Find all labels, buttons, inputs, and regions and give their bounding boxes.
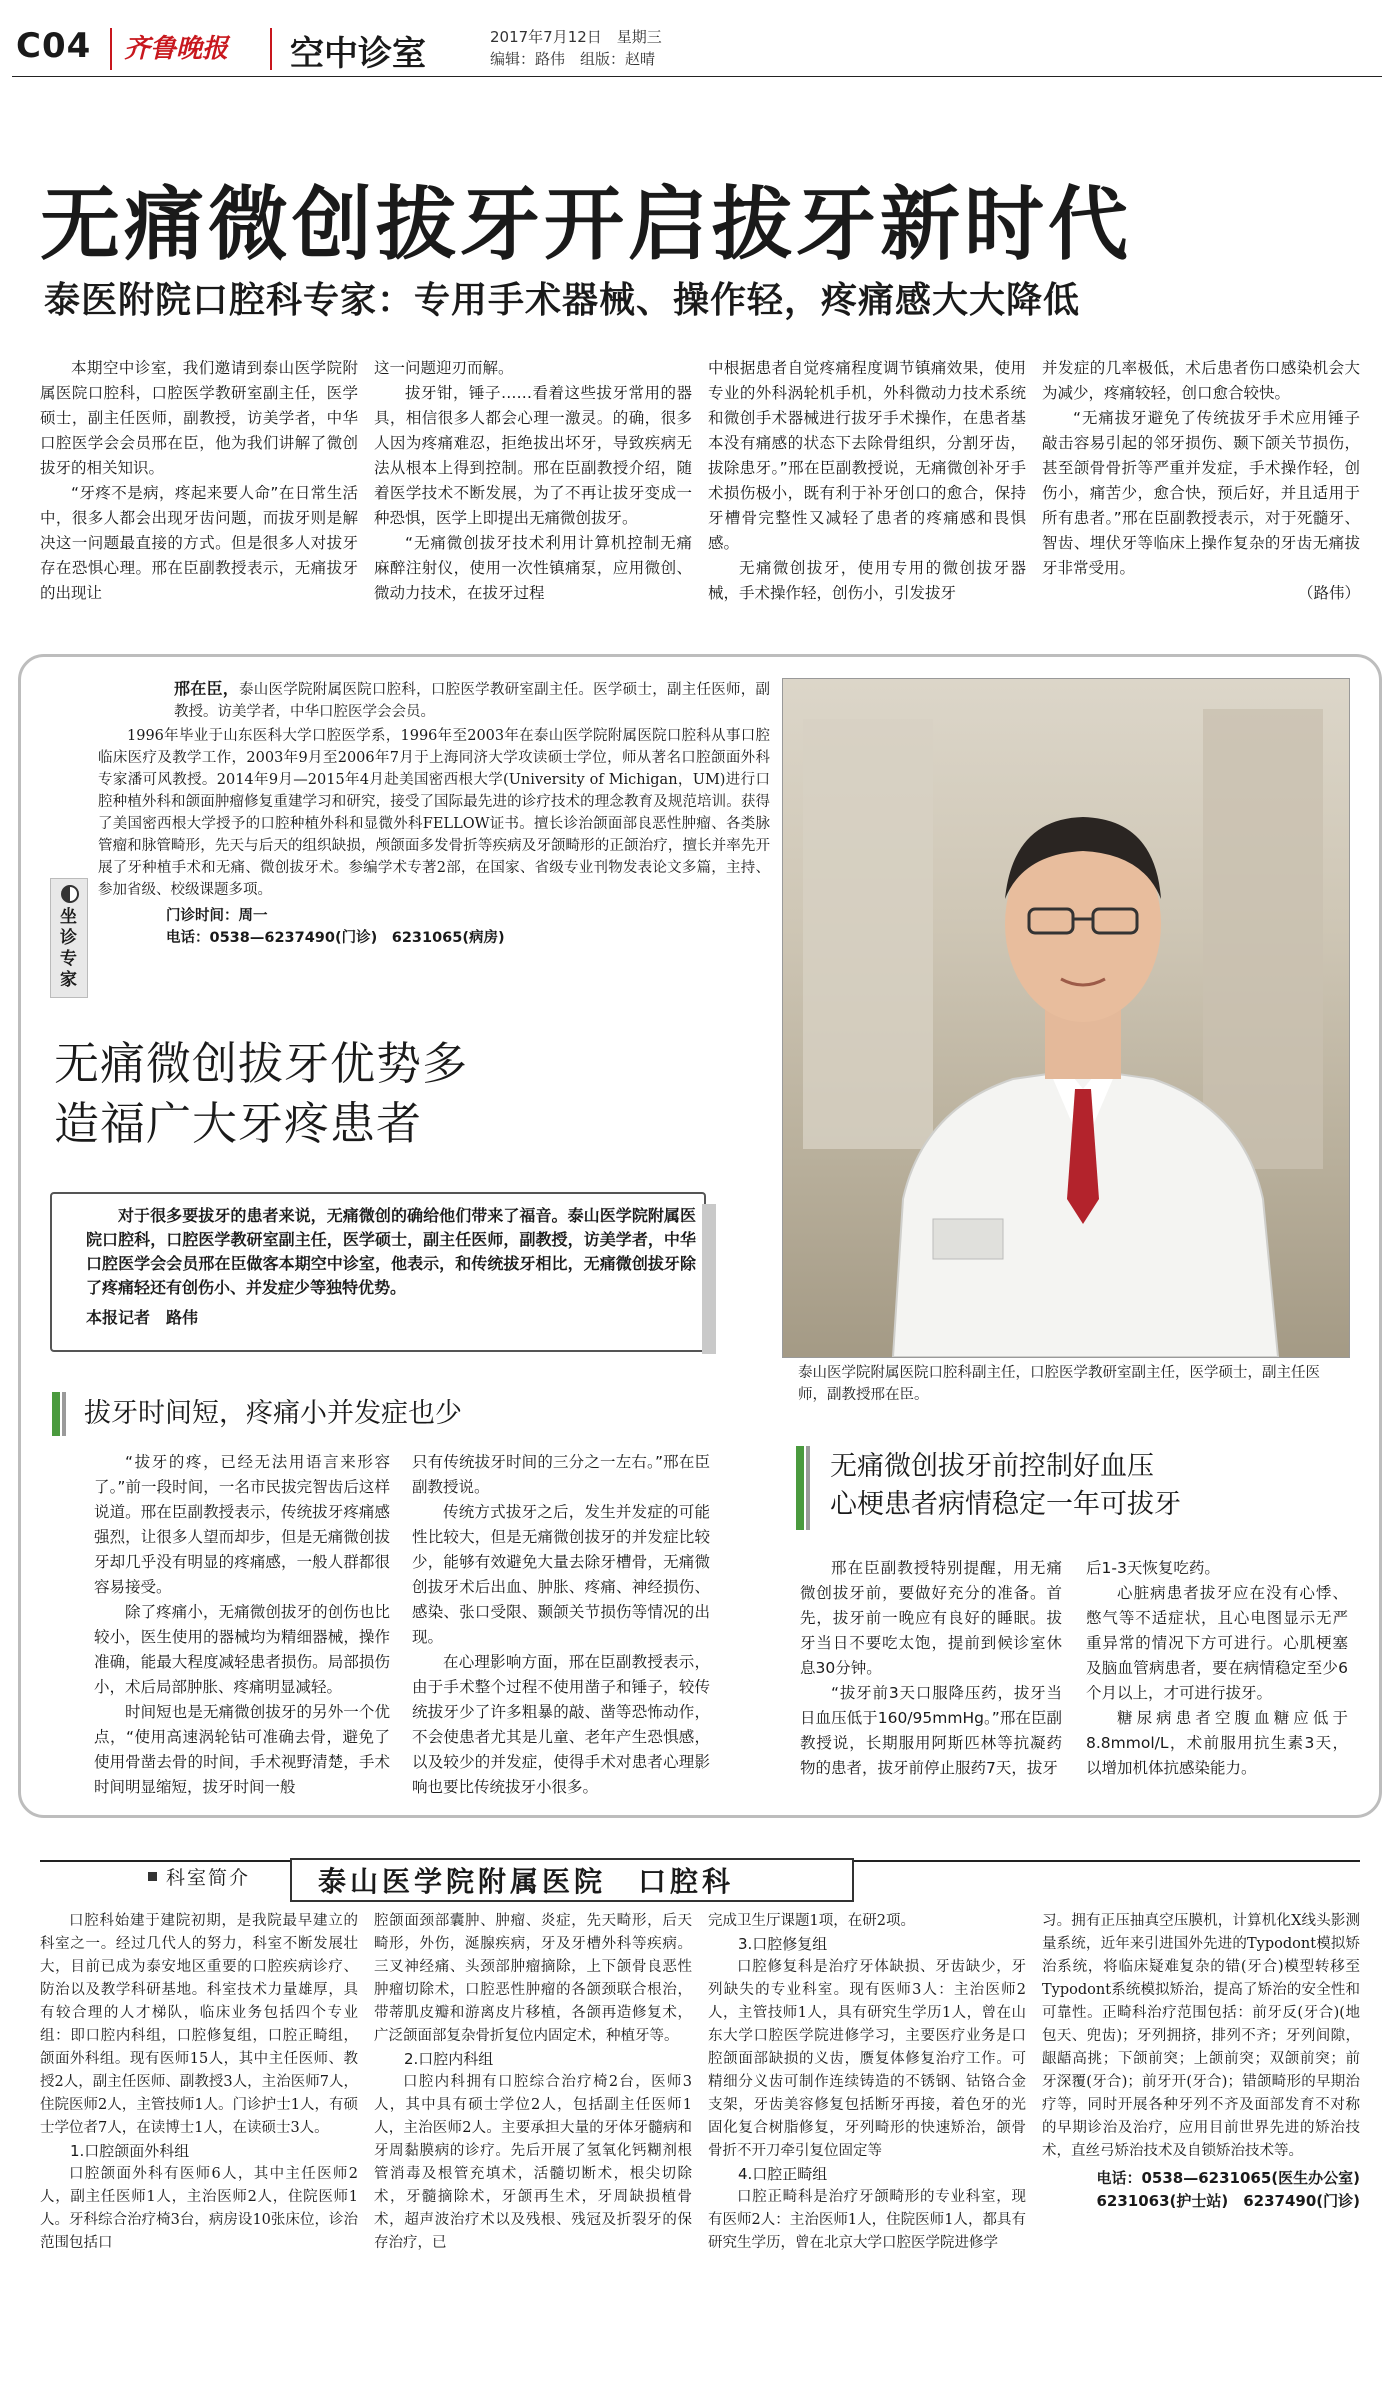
dept-paragraph: 口腔颌面外科有医师6人，其中主任医师2人，副主任医师1人，主治医师2人，住院医师1人。牙科综合治疗椅3台，病房设10张床位，诊治范围包括口 — [40, 2166, 358, 2251]
intro-column-2 — [374, 356, 692, 606]
dept-paragraph: 口腔正畸科是治疗牙颌畸形的专业科室，现有医师2人：主治医师1人，住院医师1人，都具有研究生学历，曾在北京大学口腔医学院进修学 — [708, 2189, 1026, 2251]
feature-title — [54, 1034, 468, 1154]
body-paragraph: 后1-3天恢复吃药。 — [1086, 1559, 1220, 1577]
dept-phone: 6231063(护士站) 6237490(门诊) — [1096, 2192, 1360, 2210]
editors-line: 编辑：路伟 组版：赵晴 — [490, 50, 656, 68]
body-paragraph: 邢在臣副教授特别提醒，用无痛微创拔牙前，要做好充分的准备。首先，拔牙前一晚应有良好的睡眠。拔牙当日不要吃太饱，提前到候诊室休息30分钟。 — [800, 1559, 1062, 1677]
dept-paragraph: 口腔修复科是治疗牙体缺损、牙齿缺少，牙列缺失的专业科室。现有医师3人：主治医师2人，主管技师1人，具有研究生学历1人，曾在山东大学口腔医学院进修学习，主要医疗业务是口腔颌面部缺损的义齿，赝复体修复治疗工作。可精细分义齿可制作连续铸造的不锈钢、钴铬合金支架，牙齿美容修复包括断牙再接，着色牙的光固化复合树脂修复，牙列畸形的快速矫治，颌骨骨折不开刀牵引复位固定等 — [708, 1959, 1026, 2159]
intro-column-4 — [1042, 356, 1360, 606]
dept-paragraph: 口腔科始建于建院初期，是我院最早建立的科室之一。经过几代人的努力，科室不断发展壮大，目前已成为泰安地区重要的口腔疾病诊疗、防治以及教学科研基地。科室技术力量雄厚，具有较合理的人才梯队，临床业务包括四个专业组：即口腔内科组，口腔修复组，口腔正畸组，颌面外科组。现有医师15人，其中主任医师、教授2人，副主任医师、副教授3人，主治医师7人，住院医师2人，主管技师1人。门诊护士1人，有硕士学位者7人，在读博士1人，在读硕士3人。 — [40, 1913, 358, 2136]
section-marker — [62, 1392, 66, 1436]
dept-phone: 电话：0538—6231065(医生办公室) — [1096, 2169, 1360, 2187]
intro-paragraph: “牙疼不是病，疼起来要人命”在日常生活中，很多人都会出现牙齿问题，而拔牙则是解决这一问题最直接的方式。但是很多人对拔牙存在恐惧心理。邢在臣副教授表示，无痛拔牙的出现让 — [40, 484, 358, 602]
expert-tab-label: 坐诊专家 — [60, 907, 77, 990]
body-paragraph: 心脏病患者拔牙应在没有心悸、憋气等不适症状，且心电图显示无严重异常的情况下方可进行。心肌梗塞及脑血管病患者，要在病情稳定至少6个月以上，才可进行拔牙。 — [1086, 1584, 1348, 1702]
expert-side-tab — [50, 878, 88, 998]
section2-title — [830, 1448, 1181, 1524]
expert-photo — [782, 678, 1350, 1358]
header-divider — [110, 28, 112, 70]
dept-paragraph: 习。拥有正压抽真空压膜机，计算机化X线头影测量系统，近年来引进国外先进的Typodont模拟矫治系统，将临床疑难复杂的错(牙合)模型转移至Typodont系统模拟矫治，提高了矫治的安全性和可靠性。正畸科治疗范围包括：前牙反(牙合)(地包天、兜齿)；牙列拥挤，排列不齐；牙列间隙，龈龉高挑；下颌前突；上颌前突；双颌前突；前牙深覆(牙合)；前牙开(牙合)；错颌畸形的早期治疗等，同时开展各种牙列不齐及面部发育不对称的早期诊治及治疗，应用目前世界先进的矫治技术，直丝弓矫治技术及自锁矫治技术等。 — [1042, 1913, 1360, 2159]
body-paragraph: 除了疼痛小，无痛微创拔牙的创伤也比较小，医生使用的器械均为精细器械，操作准确，能最大程度减轻患者损伤。局部损伤小，术后局部肿胀、疼痛明显减轻。 — [94, 1603, 390, 1696]
section-marker — [806, 1446, 810, 1530]
reporter-byline: 本报记者 路伟 — [86, 1308, 199, 1327]
dept-tag-dot — [148, 1872, 157, 1881]
dept-paragraph: 口腔内科拥有口腔综合治疗椅2台，医师3人，其中具有硕士学位2人，包括副主任医师1人，主治医师2人。主要承担大量的牙体牙髓病和牙周黏膜病的诊疗。先后开展了氢氧化钙糊剂根管消毒及根管充填术，活髓切断术，根尖切除术，牙髓摘除术，牙颌再生术，牙周缺损植骨术，超声波治疗术以及残根、残冠及折裂牙的保存治疗，已 — [374, 2074, 692, 2251]
dept-paragraph: 腔颌面颈部囊肿、肿瘤、炎症，先天畸形，后天畸形，外伤，涎腺疾病，牙及牙槽外科等疾病。三叉神经痛、头颈部肿瘤摘除，上下颌骨良恶性肿瘤切除术，口腔恶性肿瘤的各颌颈联合根治，带蒂肌皮瓣和游离皮片移植，各颌再造修复术，广泛颌面部复杂骨折复位内固定术，种植牙等。 — [374, 1913, 692, 2044]
intro-paragraph: 本期空中诊室，我们邀请到泰山医学院附属医院口腔科，口腔医学教研室副主任，医学硕士，副主任医师，副教授，访美学者，中华口腔医学会会员邢在臣，他为我们讲解了微创拔牙的相关知识。 — [40, 359, 358, 477]
intro-column-1 — [40, 356, 358, 606]
masthead — [12, 8, 1382, 77]
clinic-time: 门诊时间：周一 — [166, 908, 268, 924]
body-paragraph: 时间短也是无痛微创拔牙的另外一个优点，“使用高速涡轮钻可准确去骨，避免了使用骨凿去骨的时间，手术视野清楚，手术时间明显缩短，拔牙时间一般 — [94, 1703, 390, 1796]
header-divider — [270, 28, 272, 70]
half-circle-icon — [61, 885, 79, 903]
section1-col1 — [94, 1450, 390, 1800]
intro-paragraph: 并发症的几率极低，术后患者伤口感染机会大为减少，疼痛较轻，创口愈合较快。 — [1042, 359, 1360, 402]
expert-title: 泰山医学院附属医院口腔科，口腔医学教研室副主任。医学硕士，副主任医师，副教授。访美学者，中华口腔医学会会员。 — [174, 682, 770, 720]
dept-title: 泰山医学院附属医院 口腔科 — [318, 1865, 735, 1898]
body-paragraph: 糖尿病患者空腹血糖应低于8.8mmol/L，术前服用抗生素3天，以增加机体抗感染能力。 — [1086, 1709, 1348, 1777]
dept-col1 — [40, 1910, 358, 2255]
photo-caption: 泰山医学院附属医院口腔科副主任，口腔医学教研室副主任，医学硕士，副主任医师，副教授邢在臣。 — [798, 1365, 1320, 1403]
dept-subhead: 2.口腔内科组 — [404, 2050, 494, 2068]
issue-date: 2017年7月12日 星期三 — [490, 28, 662, 46]
feature-lead: 对于很多要拔牙的患者来说，无痛微创的确给他们带来了福音。泰山医学院附属医院口腔科，口腔医学教研室副主任，医学硕士，副主任医师，副教授，访美学者，中华口腔医学会会员邢在臣做客本期空中诊室，他表示，和传统拔牙相比，无痛微创拔牙除了疼痛轻还有创伤小、并发症少等独特优势。 — [86, 1206, 696, 1297]
dept-subhead: 3.口腔修复组 — [738, 1935, 828, 1953]
body-paragraph: 只有传统拔牙时间的三分之一左右。”邢在臣副教授说。 — [412, 1453, 710, 1496]
section1-col2 — [412, 1450, 710, 1800]
dept-subhead: 4.口腔正畸组 — [738, 2165, 828, 2183]
dept-paragraph: 完成卫生厅课题1项，在研2项。 — [708, 1913, 915, 1929]
intro-paragraph: 无痛微创拔牙，使用专用的微创拔牙器械，手术操作轻，创伤小，引发拔牙 — [708, 559, 1026, 602]
intro-byline: （路伟） — [1297, 584, 1360, 602]
feature-title-line: 造福广大牙疼患者 — [54, 1097, 423, 1150]
intro-paragraph: 拔牙钳，锤子……看着这些拔牙常用的器具，相信很多人都会心理一激灵。的确，很多人因为疼痛难忍，拒绝拔出坏牙，导致疾病无法从根本上得到控制。邢在臣副教授介绍，随着医学技术不断发展，为了不再让拔牙变成一种恐惧，医学上即提出无痛微创拔牙。 — [374, 384, 692, 527]
dept-col3 — [708, 1910, 1026, 2255]
intro-paragraph: “无痛拔牙避免了传统拔牙手术应用锤子敲击容易引起的邻牙损伤、颞下颌关节损伤，甚至颌骨骨折等严重并发症，手术操作轻，创伤小，痛苦少，愈合快，预后好，并且适用于所有患者。”邢在臣副教授表示，对于死髓牙、智齿、埋伏牙等临床上操作复杂的牙齿无痛拔牙非常受用。 — [1042, 409, 1360, 577]
intro-paragraph: 中根据患者自觉疼痛程度调节镇痛效果，使用专业的外科涡轮机手机，外科微动力技术系统和微创手术器械进行拔牙手术操作，在患者基本没有痛感的状态下去除骨组织，分割牙齿，拔除患牙。”邢在臣副教授说，无痛微创补牙手术损伤极小，既有利于补牙创口的愈合，保持牙槽骨完整性又减轻了患者的疼痛感和畏惧感。 — [708, 359, 1026, 552]
intro-paragraph: “无痛微创拔牙技术利用计算机控制无痛麻醉注射仪，使用一次性镇痛泵，应用微创、微动力技术，在拔牙过程 — [374, 534, 692, 602]
section-marker — [796, 1446, 804, 1530]
expert-phone: 电话：0538—6237490(门诊) 6231065(病房) — [166, 930, 505, 946]
intro-column-3 — [708, 356, 1026, 606]
dept-col2 — [374, 1910, 692, 2255]
dept-tag: 科室简介 — [166, 1867, 251, 1889]
section2-col2 — [1086, 1556, 1348, 1781]
section2-col1 — [800, 1556, 1062, 1781]
body-paragraph: 传统方式拔牙之后，发生并发症的可能性比较大，但是无痛微创拔牙的并发症比较少，能够有效避免大量去除牙槽骨，无痛微创拔牙术后出血、肿胀、疼痛、神经损伤、感染、张口受限、颞颌关节损伤等情况的出现。 — [412, 1503, 710, 1646]
section2-title-line: 心梗患者病情稳定一年可拔牙 — [830, 1489, 1181, 1520]
body-paragraph: 在心理影响方面，邢在臣副教授表示，由于手术整个过程不使用凿子和锤子，较传统拔牙少了许多粗暴的敲、凿等恐怖动作，不会使患者尤其是儿童、老年产生恐惧感，以及较少的并发症，使得手术对患者心理影响也要比传统拔牙小很多。 — [412, 1653, 710, 1796]
doctor-portrait-image — [783, 679, 1349, 1357]
body-paragraph: “拔牙前3天口服降压药，拔牙当日血压低于160/95mmHg。”邢在臣副教授说，长期服用阿斯匹林等抗凝药物的患者，拔牙前停止服药7天，拔牙 — [800, 1684, 1062, 1777]
dept-subhead: 1.口腔颌面外科组 — [70, 2142, 190, 2160]
section2-title-line: 无痛微创拔牙前控制好血压 — [830, 1451, 1154, 1482]
section1-title: 拔牙时间短，疼痛小并发症也少 — [84, 1398, 462, 1429]
main-headline: 无痛微创拔牙开启拔牙新时代 — [40, 178, 1132, 271]
expert-bio: 1996年毕业于山东医科大学口腔医学系，1996年至2003年在泰山医学院附属医院口腔科从事口腔临床医疗及教学工作，2003年9月至2006年7月于上海同济大学攻读硕士学位，师从著名口腔颌面外科专家潘可风教授。2014年9月—2015年4月赴美国密西根大学(University of Michigan，UM)进行口腔种植外科和颌面肿瘤修复重建学习和研究，接受了国际最先进的诊疗技术的理念教育及规范培训。获得了美国密西根大学授予的口腔种植外科和显微外科FELLOW证书。擅长诊治颌面部良恶性肿瘤、各类脉管瘤和脉管畸形，先天与后天的组织缺损，颅颌面多发骨折等疾病及牙颌畸形的正颌治疗，擅长并率先开展了牙种植手术和无痛、微创拔牙术。参编学术专著2部，在国家、省级专业刊物发表论文多篇，主持、参加省级、校级课题多项。 — [98, 728, 770, 898]
page-number: C04 — [16, 26, 92, 66]
issue-meta — [490, 26, 662, 70]
feature-title-line: 无痛微创拔牙优势多 — [54, 1037, 469, 1090]
expert-name: 邢在臣， — [174, 679, 240, 698]
sub-headline: 泰医附院口腔科专家：专用手术器械、操作轻，疼痛感大大降低 — [44, 280, 1081, 321]
expert-bio-block — [98, 678, 770, 949]
lead-text-block — [86, 1204, 696, 1330]
newspaper-logo: 齐鲁晚报 — [124, 34, 229, 64]
section-name: 空中诊室 — [290, 34, 426, 74]
intro-paragraph: 这一问题迎刃而解。 — [374, 359, 514, 377]
dept-col4 — [1042, 1910, 1360, 2213]
lead-box-shadow — [702, 1204, 716, 1354]
body-paragraph: “拔牙的疼，已经无法用语言来形容了。”前一段时间，一名市民拔完智齿后这样说道。邢在臣副教授表示，传统拔牙疼痛感强烈，让很多人望而却步，但是无痛微创拔牙却几乎没有明显的疼痛感，一般人群都很容易接受。 — [94, 1453, 390, 1596]
section-marker — [52, 1392, 60, 1436]
